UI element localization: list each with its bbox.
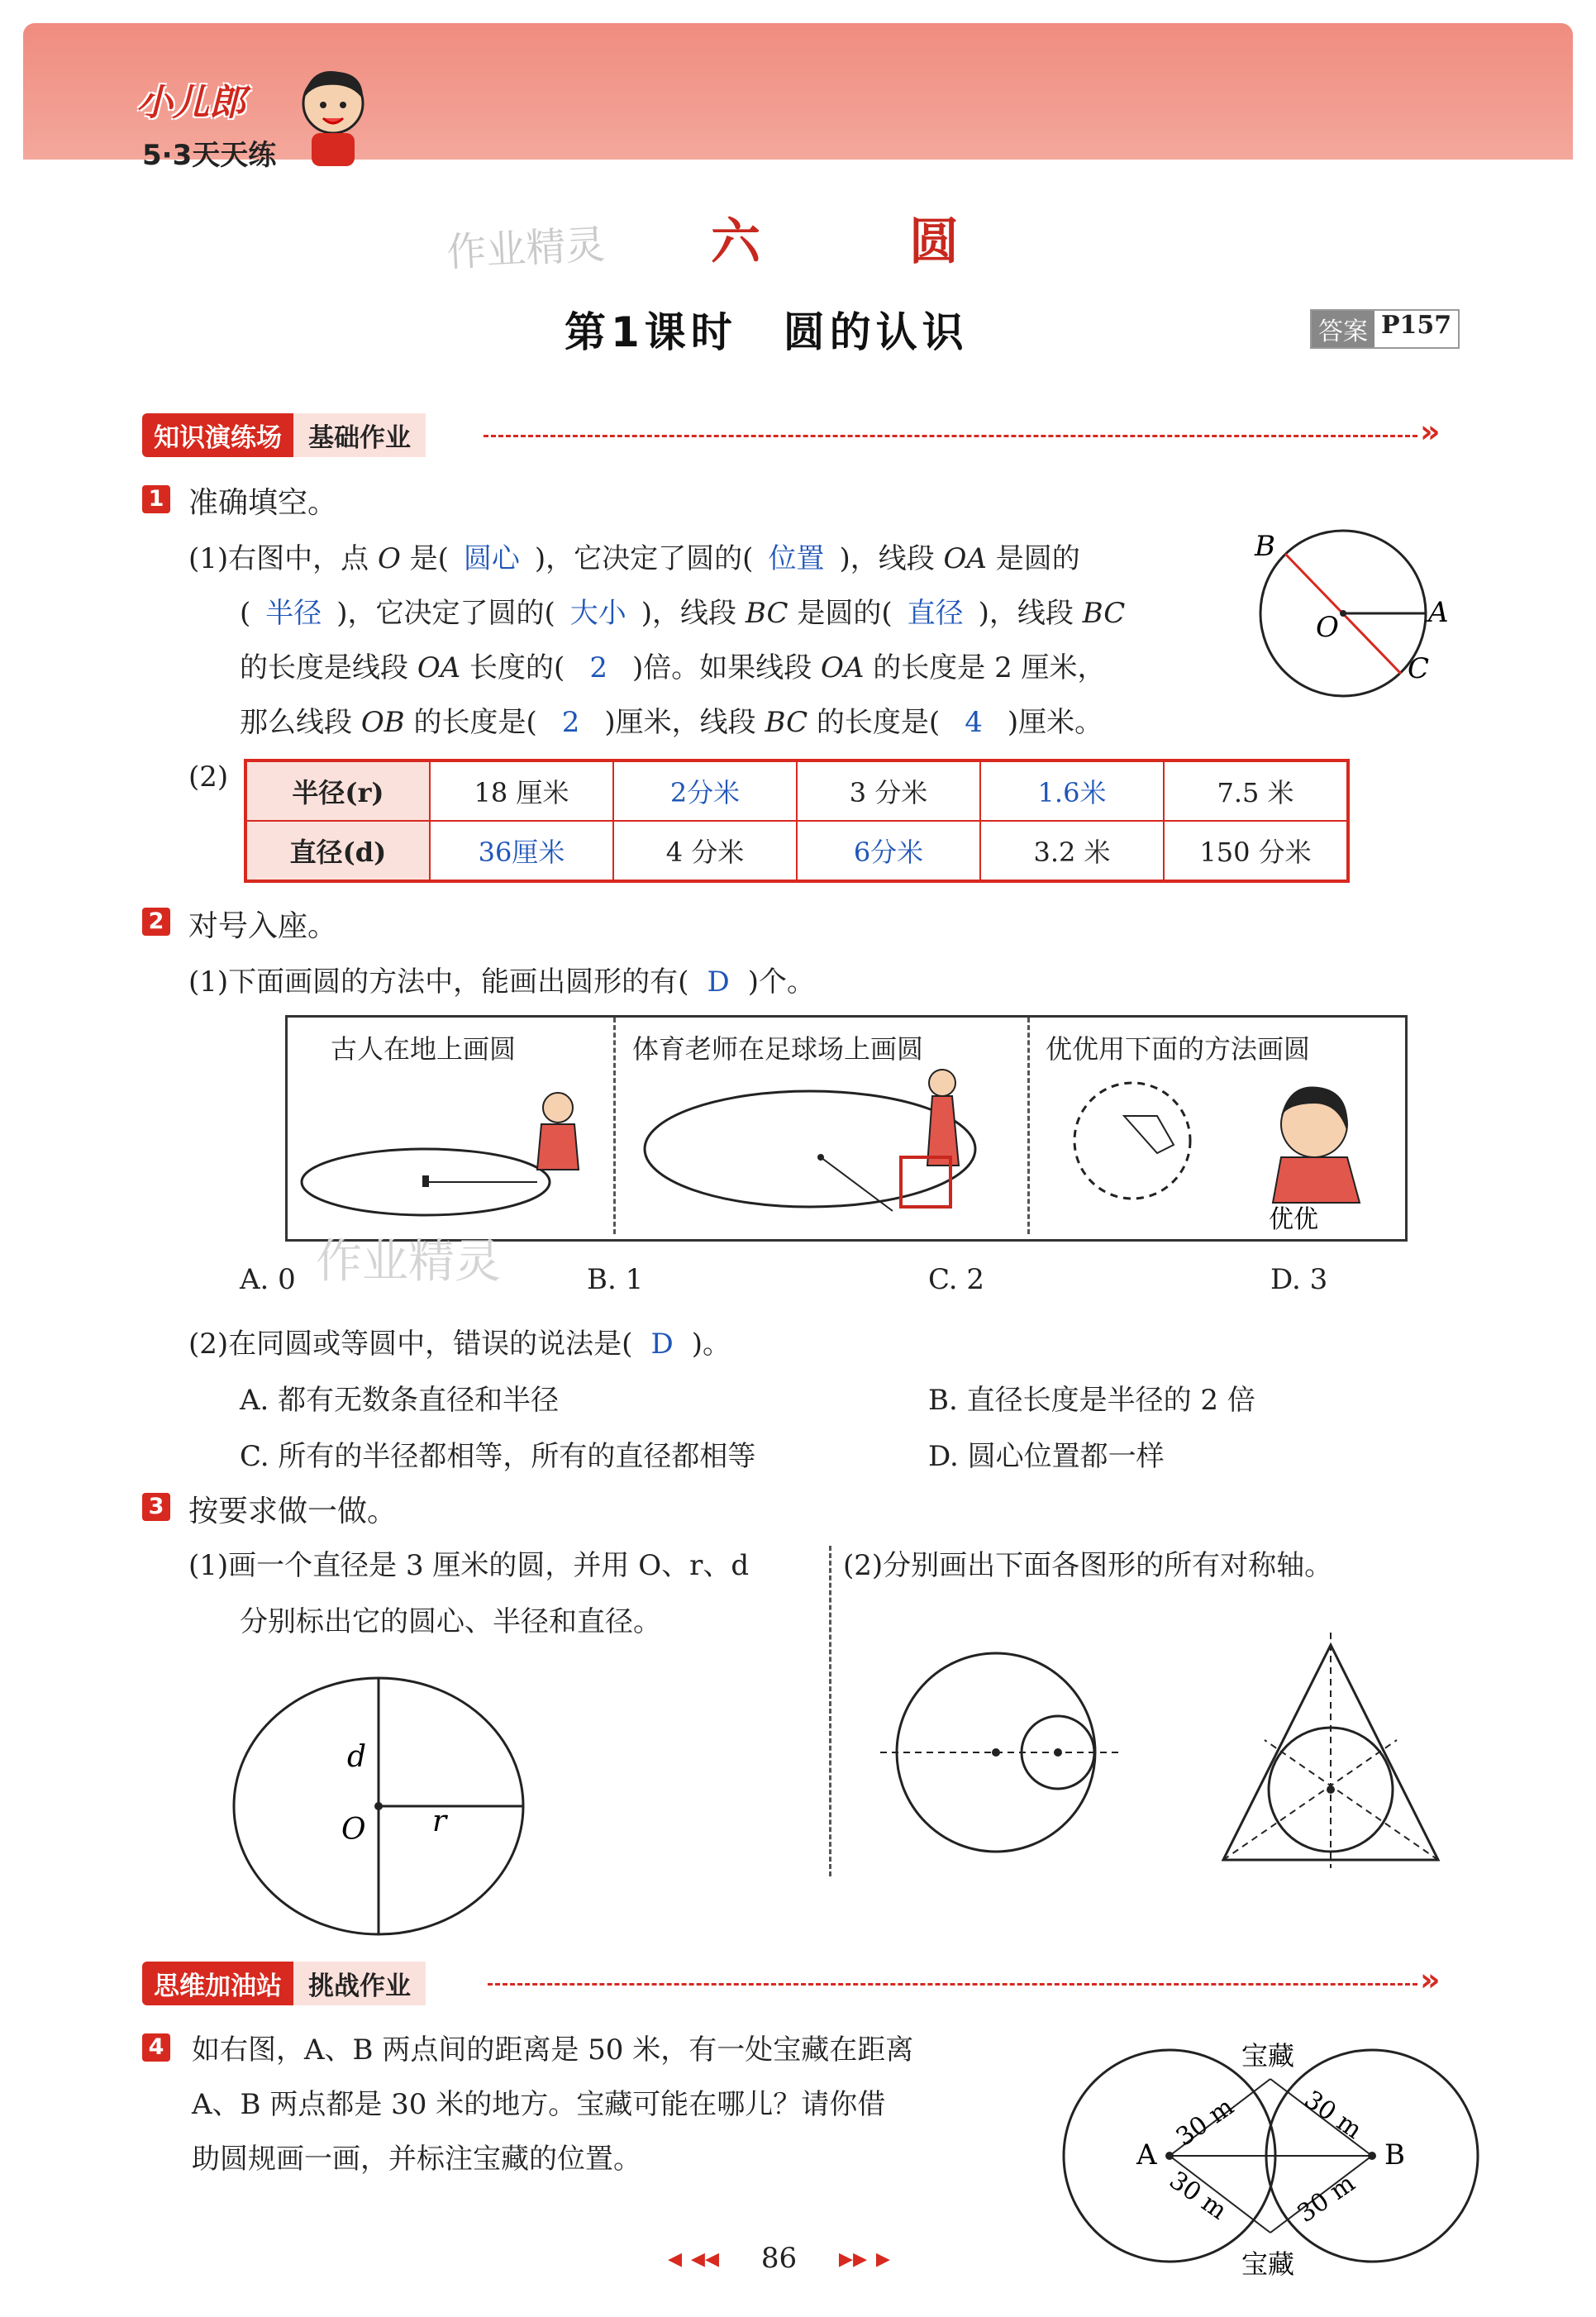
lesson-title: 第1课时 圆的认识 xyxy=(565,308,969,356)
mascot-icon xyxy=(293,62,372,169)
table-cell: 36厘米 xyxy=(430,821,613,881)
q3-sub-1-line-2: 分别标出它的圆心、半径和直径。 xyxy=(240,1605,661,1638)
chapter-title: 六 圆 xyxy=(711,213,1008,271)
question-number: 3 xyxy=(142,1493,170,1521)
treasure-label-bottom: 宝藏 xyxy=(1241,2248,1295,2280)
answer: 大小 xyxy=(569,597,626,630)
section-sub: 挑战作业 xyxy=(293,1962,426,2005)
field-circle-drawing xyxy=(620,1066,1025,1232)
label-r: r xyxy=(432,1804,447,1838)
question-number: 1 xyxy=(142,485,170,513)
answer: D xyxy=(707,965,730,999)
answer: 半径 xyxy=(265,597,322,630)
watermark: 作业精灵 xyxy=(445,222,607,276)
option-d: D. 圆心位置都一样 xyxy=(928,1440,1165,1473)
row-header: 直径(d) xyxy=(245,821,430,881)
question-number: 4 xyxy=(142,2033,170,2062)
q1-line-3: 的长度是线段 OA 长度的( 2 )倍。如果线段 OA 的长度是 2 厘米， xyxy=(240,651,1106,684)
question-title: 对号入座。 xyxy=(188,909,338,943)
q1-line-2: ( 半径 )，它决定了圆的( 大小 )，线段 BC 是圆的( 直径 )，线段 BC xyxy=(240,597,1126,630)
divider xyxy=(484,435,1417,437)
table-cell: 18 厘米 xyxy=(430,760,613,821)
answer: 直径 xyxy=(907,597,964,630)
chevron-right-icon: » xyxy=(1420,1962,1441,1998)
q4-line-2: A、B 两点都是 30 米的地方。宝藏可能在哪儿？请你借 xyxy=(192,2088,886,2121)
q1-part2-label: (2) xyxy=(188,760,229,794)
q4-line-3: 助圆规画一画，并标注宝藏的位置。 xyxy=(192,2143,641,2176)
row-header: 半径(r) xyxy=(245,760,430,821)
logo: 小儿郎 xyxy=(136,82,245,124)
question-title: 按要求做一做。 xyxy=(188,1495,398,1528)
label-c: C xyxy=(1408,652,1430,685)
panel-caption: 体育老师在足球场上画圆 xyxy=(632,1033,924,1065)
panel-divider xyxy=(1027,1018,1030,1234)
q3-sub-1-line-1: (1)画一个直径是 3 厘米的圆，并用 O、r、d xyxy=(188,1549,750,1582)
point-a-label: A xyxy=(1136,2138,1157,2172)
table-row xyxy=(245,760,1348,821)
panel-caption: 古人在地上画圆 xyxy=(331,1033,517,1065)
chevron-right-icon: » xyxy=(1420,413,1441,450)
option-a: A. 0 xyxy=(240,1263,296,1296)
answer: 4 xyxy=(965,706,983,739)
treasure-label-top: 宝藏 xyxy=(1241,2042,1295,2071)
page-number: 86 xyxy=(760,2242,798,2275)
label-o: O xyxy=(341,1813,366,1847)
section-basic-header xyxy=(142,413,426,456)
ancient-circle-drawing xyxy=(289,1075,612,1232)
triangle-incircle-figure xyxy=(1207,1624,1455,1872)
q2-sub-1: (1)下面画圆的方法中，能画出圆形的有( D )个。 xyxy=(188,965,815,999)
table-cell: 7.5 米 xyxy=(1164,760,1348,821)
panel-caption: 优优用下面的方法画圆 xyxy=(1046,1033,1311,1065)
label-o: O xyxy=(1316,611,1339,644)
distance-label: 30 m xyxy=(1292,2168,1361,2229)
answer: 位置 xyxy=(768,542,825,575)
question-title: 准确填空。 xyxy=(188,486,338,520)
distance-label: 30 m xyxy=(1164,2166,1232,2226)
table-cell: 3.2 米 xyxy=(980,821,1164,881)
distance-label: 30 m xyxy=(1298,2085,1368,2145)
nested-circles-figure xyxy=(876,1645,1124,1868)
q2-sub-2: (2)在同圆或等圆中，错误的说法是( D )。 xyxy=(188,1328,731,1361)
option-b: B. 1 xyxy=(587,1263,644,1296)
label-d: d xyxy=(347,1740,367,1774)
answer-reference[interactable] xyxy=(1310,309,1460,349)
hand-circle-drawing xyxy=(1033,1066,1401,1236)
option-c: C. 所有的半径都相等，所有的直径都相等 xyxy=(240,1440,756,1473)
watermark: 作业精灵 xyxy=(316,1235,501,1289)
section-tag: 思维加油站 xyxy=(142,1962,293,2005)
section-sub: 基础作业 xyxy=(293,413,426,457)
series-name: 5·3天天练 xyxy=(142,139,277,172)
prev-arrows-icon: ◂ ◂◂ xyxy=(668,2242,720,2275)
table-cell: 4 分米 xyxy=(613,821,797,881)
answer: D xyxy=(650,1328,674,1361)
treasure-figure xyxy=(1046,2042,1479,2298)
next-arrows-icon: ▸▸ ▸ xyxy=(838,2242,890,2275)
option-c: C. 2 xyxy=(928,1263,985,1296)
section-tag: 知识演练场 xyxy=(142,413,293,457)
q1-line-4: 那么线段 OB 的长度是( 2 )厘米，线段 BC 的长度是( 4 )厘米。 xyxy=(240,706,1103,739)
q4-line-1: 如右图，A、B 两点间的距离是 50 米，有一处宝藏在距离 xyxy=(192,2033,914,2067)
radius-diameter-table xyxy=(244,759,1350,883)
circle-figure xyxy=(1240,521,1479,711)
table-row xyxy=(245,821,1348,881)
option-b: B. 直径长度是半径的 2 倍 xyxy=(928,1384,1255,1417)
page-footer xyxy=(668,2242,890,2275)
character-name: 优优 xyxy=(1269,1205,1318,1234)
table-cell: 6分米 xyxy=(797,821,980,881)
column-divider xyxy=(829,1546,831,1876)
question-number: 2 xyxy=(142,908,170,936)
table-cell: 2分米 xyxy=(613,760,797,821)
q3-sub-2: (2)分别画出下面各图形的所有对称轴。 xyxy=(843,1549,1333,1582)
answer: 2 xyxy=(589,651,607,684)
answer-page: P157 xyxy=(1381,311,1452,340)
option-d: D. 3 xyxy=(1270,1263,1328,1296)
answer: 圆心 xyxy=(463,542,520,575)
distance-label: 30 m xyxy=(1170,2092,1240,2153)
table-cell: 3 分米 xyxy=(797,760,980,821)
divider xyxy=(488,1983,1417,1986)
table-cell: 1.6米 xyxy=(980,760,1164,821)
point-b-label: B xyxy=(1384,2138,1405,2172)
table-cell: 150 分米 xyxy=(1164,821,1348,881)
panel-divider xyxy=(613,1018,616,1234)
label-a: A xyxy=(1428,596,1449,629)
answer: 2 xyxy=(561,706,580,739)
q1-line-1: (1)右图中，点 O 是( 圆心 )，它决定了圆的( 位置 )，线段 OA 是圆的 xyxy=(188,542,1080,575)
answer-label: 答案 xyxy=(1312,311,1374,347)
option-a: A. 都有无数条直径和半径 xyxy=(240,1384,560,1417)
label-b: B xyxy=(1255,530,1275,563)
section-challenge-header xyxy=(142,1962,426,2005)
drawn-circle-figure xyxy=(230,1674,527,1938)
